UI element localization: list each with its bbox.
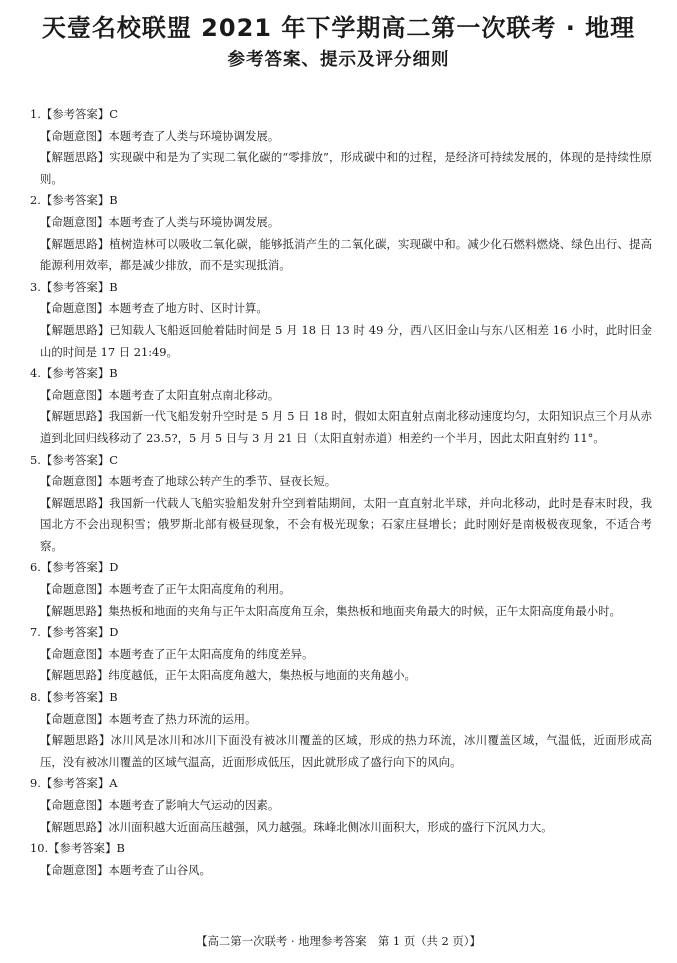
answer-key: 7.【参考答案】D (30, 625, 119, 640)
document-subtitle: 参考答案、提示及评分细则 (227, 50, 450, 70)
answer-key: 10.【参考答案】B (30, 841, 125, 856)
solution-line: 【解题思路】已知载人飞船返回舱着陆时间是 5 月 18 日 13 时 49 分，西八区旧金山与东八区相差 16 小时，此时旧金山的时间是 17 日 21:49。 (40, 322, 652, 359)
intent-line: 【命题意图】本题考查了热力环流的运用。 (40, 711, 257, 726)
intent-line: 【命题意图】本题考查了地方时、区时计算。 (40, 301, 268, 316)
solution-line: 【解题思路】纬度越低，正午太阳高度角越大，集热板与地面的夹角越小。 (40, 668, 416, 683)
answer-item-5 (30, 450, 652, 558)
answer-item-2 (30, 190, 652, 276)
answer-item-7 (30, 622, 652, 687)
answer-key: 9.【参考答案】A (30, 776, 118, 791)
answer-item-8 (30, 687, 652, 773)
intent-line: 【命题意图】本题考查了地球公转产生的季节、昼夜长短。 (40, 474, 337, 489)
answer-key: 4.【参考答案】B (30, 366, 118, 381)
answer-item-6 (30, 557, 652, 622)
document-title: 天壹名校联盟 2021 年下学期高二第一次联考 · 地理 (41, 14, 636, 42)
solution-line: 【解题思路】我国新一代载人飞船实验船发射升空到着陆期间，太阳一直直射北半球，并向北移动，此时是春末时段，我国北方不会出现积雪；俄罗斯北部有极昼现象，不会有极光现象；石家庄昼增长；此时刚好是南极极夜现象，不适合考察。 (40, 495, 652, 553)
answer-item-4 (30, 363, 652, 449)
intent-line: 【命题意图】本题考查了正午太阳高度角的纬度差异。 (40, 646, 314, 661)
intent-line: 【命题意图】本题考查了山谷风。 (40, 862, 211, 877)
answer-key: 2.【参考答案】B (30, 193, 118, 208)
answer-list (30, 104, 652, 881)
solution-line: 【解题思路】冰川风是冰川和冰川下面没有被冰川覆盖的区域，形成的热力环流，冰川覆盖区域，气温低，近面形成高压，没有被冰川覆盖的区域气温高，近面形成低压，因此就形成了盛行向下的风向。 (40, 733, 652, 769)
intent-line: 【命题意图】本题考查了人类与环境协调发展。 (40, 214, 280, 229)
intent-line: 【命题意图】本题考查了人类与环境协调发展。 (40, 128, 280, 143)
solution-line: 【解题思路】集热板和地面的夹角与正午太阳高度角互余，集热板和地面夹角最大的时候，正午太阳高度角最小时。 (40, 603, 621, 618)
solution-line: 【解题思路】我国新一代飞船发射升空时是 5 月 5 日 18 时，假如太阳直射点南北移动速度均匀，太阳知识点三个月从赤道到北回归线移动了 23.5?，5 月 5 日与 3 月 21 日（太阳直射赤道）相差约一个半月，因此太阳直射约 11°。 (40, 409, 652, 445)
answer-item-9 (30, 773, 652, 838)
answer-item-10 (30, 838, 652, 881)
intent-line: 【命题意图】本题考查了正午太阳高度角的利用。 (40, 582, 291, 597)
answer-key: 1.【参考答案】C (30, 107, 118, 121)
answer-key: 3.【参考答案】B (30, 279, 118, 294)
answer-key: 5.【参考答案】C (30, 452, 118, 467)
answer-item-3 (30, 277, 652, 363)
solution-line: 【解题思路】冰川面积越大近面高压越强，风力越强。珠峰北侧冰川面积大，形成的盛行下沉风力大。 (40, 819, 553, 834)
answer-key: 6.【参考答案】D (30, 560, 119, 575)
page-footer: 【高二第一次联考 · 地理参考答案 第 1 页（共 2 页）】 (196, 934, 481, 948)
answer-key: 8.【参考答案】B (30, 690, 118, 705)
answer-item-1 (30, 104, 652, 190)
solution-line: 【解题思路】实现碳中和是为了实现二氧化碳的“零排放”，形成碳中和的过程，是经济可持续发展的，体现的是持续性原则。 (40, 150, 652, 186)
solution-line: 【解题思路】植树造林可以吸收二氧化碳，能够抵消产生的二氧化碳，实现碳中和。减少化石燃料燃烧、绿色出行、提高能源利用效率，都是减少排放，而不是实现抵消。 (40, 236, 652, 273)
intent-line: 【命题意图】本题考查了影响大气运动的因素。 (40, 798, 280, 812)
intent-line: 【命题意图】本题考查了太阳直射点南北移动。 (40, 387, 280, 402)
